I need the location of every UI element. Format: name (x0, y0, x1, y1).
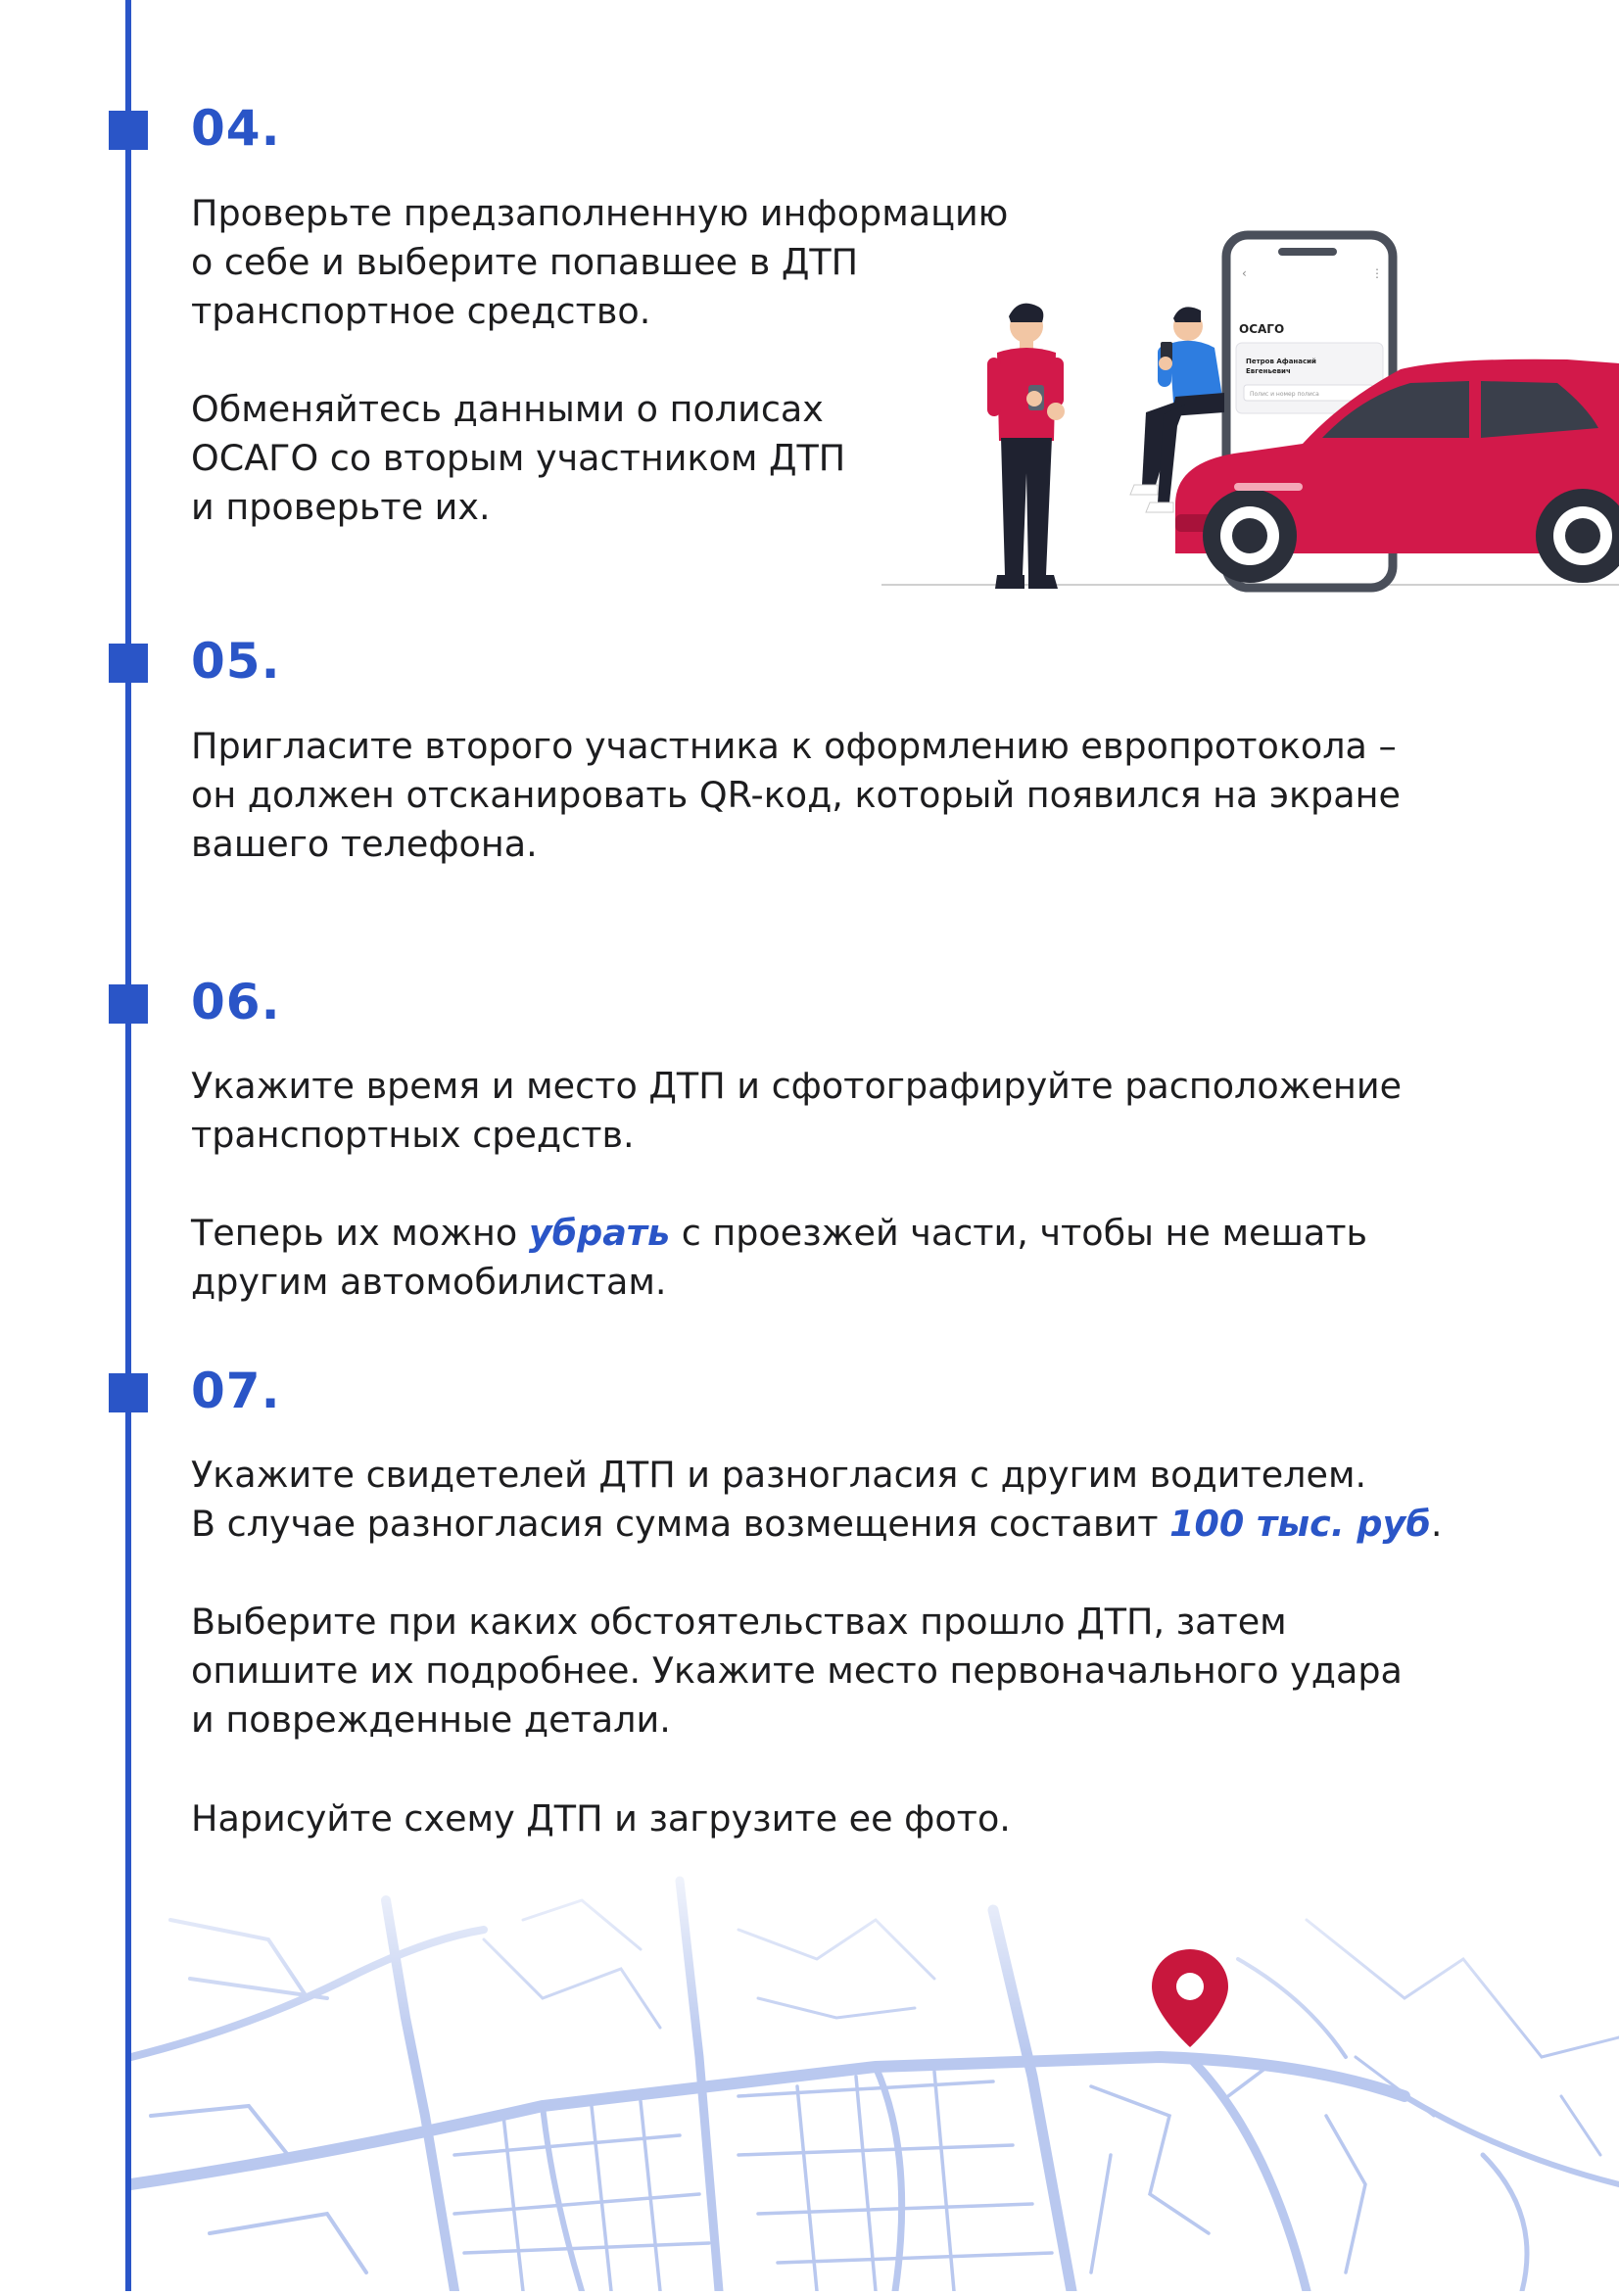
phone-field: Полис и номер полиса (1250, 391, 1319, 398)
step-number: 07. (191, 1363, 281, 1419)
text-span: . (1430, 1503, 1443, 1545)
city-map-background (131, 1861, 1619, 2291)
step-paragraph: Проверьте предзаполненную информацию о себе и выберите попавшее в ДТП транспортное средство. (191, 192, 1009, 332)
step-marker (109, 644, 148, 683)
svg-text:⋮: ⋮ (1371, 266, 1383, 280)
step-number: 05. (191, 633, 281, 690)
text-span: Теперь их можно (191, 1212, 529, 1254)
step-number: 04. (191, 100, 281, 157)
accident-illustration (881, 220, 1619, 612)
step-paragraph: Нарисуйте схему ДТП и загрузите ее фото. (191, 1797, 1011, 1840)
step-number: 06. (191, 974, 281, 1030)
step-paragraph (191, 1209, 1367, 1307)
text-span: с проезжей части, чтобы не мешать другим автомобилистам. (191, 1212, 1368, 1303)
step-marker (109, 111, 148, 150)
standing-man (987, 304, 1065, 589)
step-marker (109, 1373, 148, 1412)
step-paragraph (191, 1451, 1442, 1549)
accent-text: убрать (528, 1212, 671, 1254)
svg-text:Евгеньевич: Евгеньевич (1246, 367, 1291, 375)
step-paragraph: Пригласите второго участника к оформлению европротокола – он должен отсканировать QR-код, который появился на экране вашего телефона. (191, 725, 1401, 865)
svg-text:Петров Афанасий: Петров Афанасий (1246, 358, 1316, 365)
phone-title: ОСАГО (1239, 322, 1285, 336)
step-paragraph: Укажите время и место ДТП и сфотографируйте расположение транспортных средств. (191, 1065, 1403, 1156)
text-span: Укажите свидетелей ДТП и разногласия с другим водителем. В случае разногласия сумма возмещения составит (191, 1454, 1367, 1545)
step-paragraph: Обменяйтесь данными о полисах ОСАГО со вторым участником ДТП и проверьте их. (191, 388, 846, 528)
accent-text: 100 тыс. руб (1169, 1503, 1431, 1545)
step-marker (109, 984, 148, 1024)
step-paragraph: Выберите при каких обстоятельствах прошло ДТП, затем опишите их подробнее. Укажите место первоначального удара и поврежденные детали. (191, 1601, 1403, 1741)
svg-text:‹: ‹ (1242, 266, 1247, 280)
